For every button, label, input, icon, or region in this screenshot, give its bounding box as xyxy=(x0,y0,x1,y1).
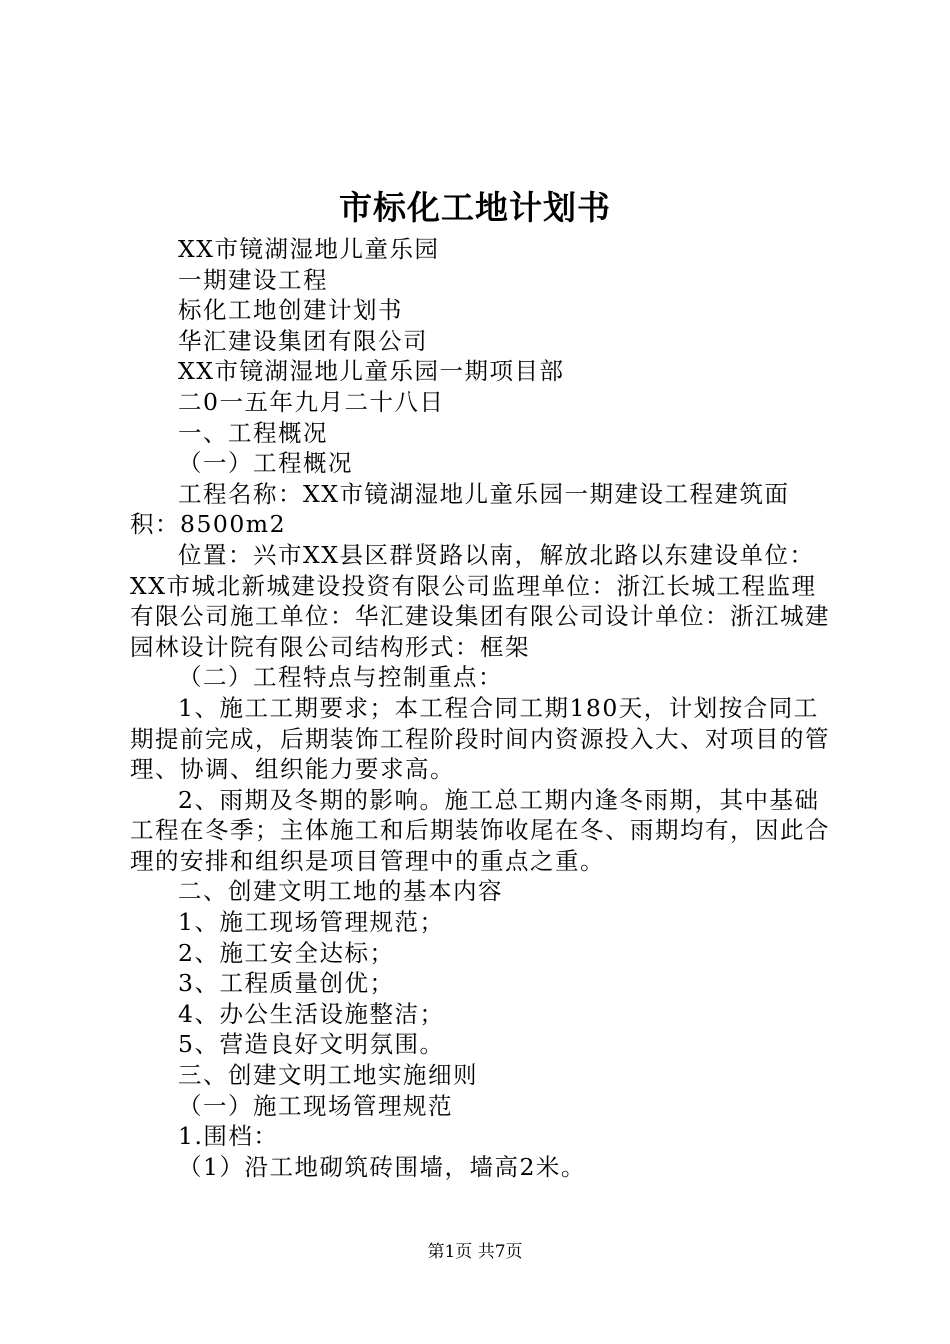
subsection-heading-1-2: （二）工程特点与控制重点： xyxy=(178,663,503,692)
list-item: 3、工程质量创优； xyxy=(178,969,395,998)
paragraph-department: XX市镜湖湿地儿童乐园一期项目部 xyxy=(178,357,565,386)
page-title: 市标化工地计划书 xyxy=(339,188,611,227)
list-item: 5、营造良好文明氛围。 xyxy=(178,1030,445,1059)
paragraph-phase: 一期建设工程 xyxy=(178,265,328,294)
paragraph-project-info: 工程名称：XX市镜湖湿地儿童乐园一期建设工程建筑面积：8500m2 xyxy=(130,479,790,539)
section-heading-2: 二、创建文明工地的基本内容 xyxy=(178,877,503,906)
document-body xyxy=(130,234,835,1182)
list-item: 1、施工现场管理规范； xyxy=(178,908,445,937)
paragraph-fence-detail: （1）沿工地砌筑砖围墙，墙高2米。 xyxy=(178,1152,586,1181)
page-number: 第1页 共7页 xyxy=(427,1242,523,1262)
item-heading-fence: 1.围档： xyxy=(178,1122,279,1151)
section-heading-1: 一、工程概况 xyxy=(178,418,328,447)
list-item: 4、办公生活设施整洁； xyxy=(178,999,445,1028)
paragraph-company: 华汇建设集团有限公司 xyxy=(178,326,428,355)
paragraph-project-name: XX市镜湖湿地儿童乐园 xyxy=(178,235,440,263)
paragraph-location-units: 位置：兴市XX县区群贤路以南，解放北路以东建设单位：XX市城北新城建设投资有限公司监理单位：浙江长城工程监理有限公司施工单位：华汇建设集团有限公司设计单位：浙江城建园林设计院有限公司结构形式：框架 xyxy=(130,540,830,661)
paragraph-doc-name: 标化工地创建计划书 xyxy=(178,296,403,325)
list-item: 2、施工安全达标； xyxy=(178,938,395,967)
section-heading-3: 三、创建文明工地实施细则 xyxy=(178,1061,478,1090)
subsection-heading-3-1: （一）施工现场管理规范 xyxy=(178,1091,453,1120)
paragraph-date: 二0一五年九月二十八日 xyxy=(178,387,445,416)
paragraph-schedule: 1、施工工期要求；本工程合同工期180天，计划按合同工期提前完成，后期装饰工程阶段时间内资源投入大、对项目的管理、协调、组织能力要求高。 xyxy=(130,693,830,784)
subsection-heading-1-1: （一）工程概况 xyxy=(178,449,353,478)
paragraph-season: 2、雨期及冬期的影响。施工总工期内逢冬雨期，其中基础工程在冬季；主体施工和后期装饰收尾在冬、雨期均有，因此合理的安排和组织是项目管理中的重点之重。 xyxy=(130,785,830,875)
